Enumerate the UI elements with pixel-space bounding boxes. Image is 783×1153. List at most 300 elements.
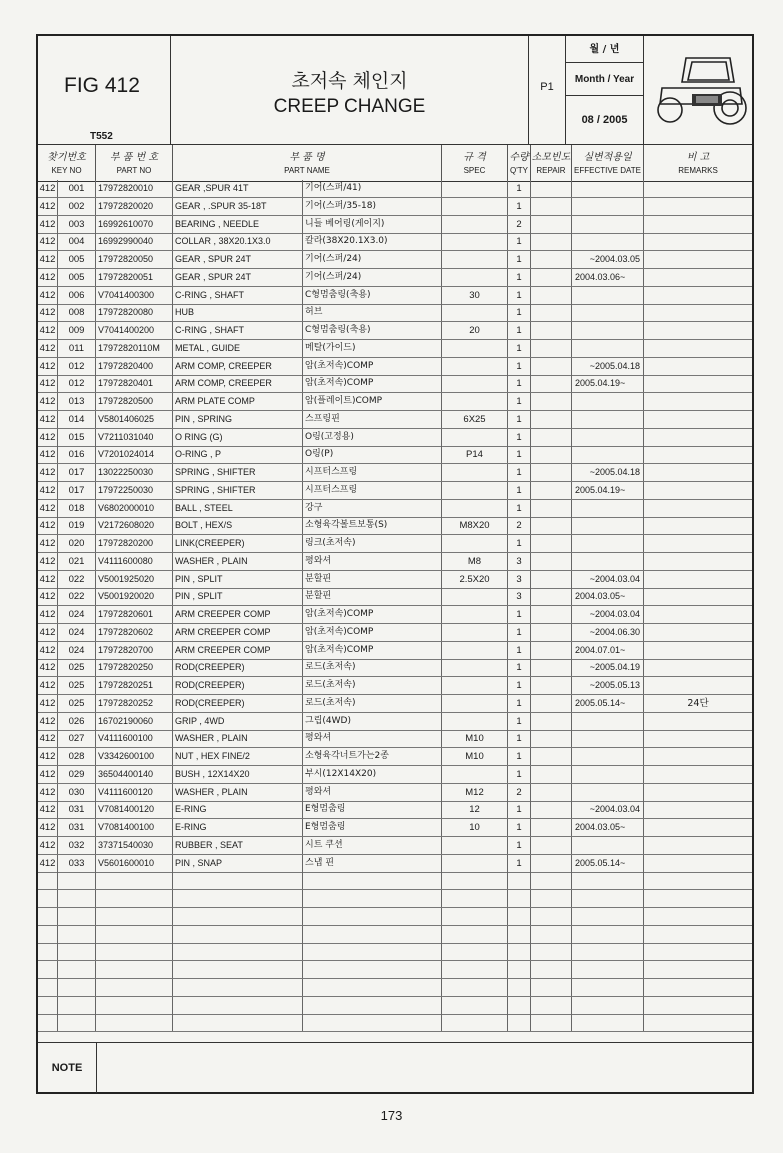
quantity-cell: 1 [508, 677, 531, 694]
repair-cell [531, 837, 572, 854]
part-number-cell: 17972820401 [96, 375, 173, 392]
blank-row [38, 979, 752, 997]
effective-date-cell: 2004.07.01~ [572, 642, 644, 659]
quantity-cell: 1 [508, 269, 531, 286]
part-name-english-cell [173, 926, 303, 943]
column-header [38, 144, 752, 182]
remarks-cell [644, 606, 752, 623]
table-row [38, 340, 752, 358]
remarks-cell [644, 784, 752, 801]
effective-date-cell [572, 180, 644, 197]
part-name-english-cell: ARM COMP, CREEPER [173, 358, 303, 375]
col-remarks [644, 145, 752, 181]
effective-date-cell: ~2004.03.04 [572, 571, 644, 588]
quantity-cell: 1 [508, 713, 531, 730]
part-name-english-cell: O-RING , P [173, 446, 303, 463]
remarks-cell [644, 287, 752, 304]
part-number-cell: 17972820080 [96, 304, 173, 321]
key-prefix-cell: 412 [38, 464, 58, 481]
repair-cell [531, 216, 572, 233]
part-number-cell: 17972820050 [96, 251, 173, 268]
part-name-korean-cell [303, 908, 442, 925]
part-name-korean-cell: 암(초저속)COMP [303, 606, 442, 623]
key-prefix-cell: 412 [38, 553, 58, 570]
remarks-cell [644, 411, 752, 428]
blank-row [38, 926, 752, 944]
part-number-cell [96, 872, 173, 889]
part-name-korean-cell: 링크(초저속) [303, 535, 442, 552]
col-effective-en: EFFECTIVE DATE [574, 166, 641, 175]
part-name-korean-cell: 니들 베어링(게이지) [303, 216, 442, 233]
part-name-english-cell: O RING (G) [173, 429, 303, 446]
quantity-cell: 1 [508, 801, 531, 818]
key-prefix-cell [38, 943, 58, 960]
spec-cell: M10 [442, 730, 508, 747]
quantity-cell: 2 [508, 517, 531, 534]
effective-date-cell [572, 553, 644, 570]
spec-cell: P14 [442, 446, 508, 463]
part-number-cell: 37371540030 [96, 837, 173, 854]
remarks-cell [644, 801, 752, 818]
col-key [38, 145, 96, 181]
repair-cell [531, 588, 572, 605]
part-name-korean-cell: 그립(4WD) [303, 713, 442, 730]
part-number-cell: 17972820400 [96, 358, 173, 375]
part-number-cell: 16992990040 [96, 233, 173, 250]
quantity-cell: 1 [508, 606, 531, 623]
remarks-cell [644, 837, 752, 854]
key-number-cell: 013 [58, 393, 96, 410]
quantity-cell [508, 872, 531, 889]
spec-cell: M10 [442, 748, 508, 765]
repair-cell [531, 180, 572, 197]
key-prefix-cell: 412 [38, 713, 58, 730]
repair-cell [531, 233, 572, 250]
key-number-cell: 017 [58, 464, 96, 481]
table-row [38, 713, 752, 731]
spec-cell [442, 677, 508, 694]
quantity-cell [508, 961, 531, 978]
key-number-cell: 027 [58, 730, 96, 747]
remarks-cell [644, 872, 752, 889]
part-name-english-cell: METAL , GUIDE [173, 340, 303, 357]
repair-cell [531, 908, 572, 925]
part-name-korean-cell: 로드(초저속) [303, 659, 442, 676]
col-qty [508, 145, 531, 181]
repair-cell [531, 269, 572, 286]
part-name-korean-cell: 소형육각너트가는2종 [303, 748, 442, 765]
tractor-icon [652, 48, 748, 132]
part-name-english-cell: COLLAR , 38X20.1X3.0 [173, 233, 303, 250]
key-prefix-cell: 412 [38, 642, 58, 659]
part-number-cell: 17972820200 [96, 535, 173, 552]
part-name-english-cell: C-RING , SHAFT [173, 322, 303, 339]
repair-cell [531, 198, 572, 215]
part-name-korean-cell: 평와셔 [303, 784, 442, 801]
repair-cell [531, 287, 572, 304]
table-row [38, 180, 752, 198]
repair-cell [531, 713, 572, 730]
quantity-cell: 3 [508, 588, 531, 605]
repair-cell [531, 997, 572, 1014]
effective-date-cell [572, 216, 644, 233]
part-name-english-cell: SPRING , SHIFTER [173, 482, 303, 499]
key-prefix-cell: 412 [38, 766, 58, 783]
remarks-cell [644, 571, 752, 588]
key-number-cell: 015 [58, 429, 96, 446]
part-number-cell: V7081400100 [96, 819, 173, 836]
repair-cell [531, 766, 572, 783]
spec-cell [442, 216, 508, 233]
title-english: CREEP CHANGE [273, 96, 426, 117]
table-row [38, 837, 752, 855]
part-name-korean-cell: C형멈춤링(축용) [303, 322, 442, 339]
table-row [38, 642, 752, 660]
effective-date-cell [572, 233, 644, 250]
col-part [96, 145, 173, 181]
effective-date-cell [572, 748, 644, 765]
key-prefix-cell: 412 [38, 748, 58, 765]
part-name-korean-cell: C형멈춤링(축용) [303, 287, 442, 304]
remarks-cell [644, 375, 752, 392]
key-number-cell: 025 [58, 695, 96, 712]
effective-date-cell [572, 713, 644, 730]
table-row [38, 819, 752, 837]
blank-row [38, 1014, 752, 1032]
part-name-english-cell: ARM CREEPER COMP [173, 642, 303, 659]
key-prefix-cell: 412 [38, 269, 58, 286]
remarks-cell [644, 943, 752, 960]
remarks-cell [644, 926, 752, 943]
spec-cell [442, 588, 508, 605]
part-name-korean-cell: 강구 [303, 500, 442, 517]
remarks-cell [644, 819, 752, 836]
key-prefix-cell: 412 [38, 624, 58, 641]
remarks-cell [644, 997, 752, 1014]
effective-date-cell: 2005.04.19~ [572, 482, 644, 499]
repair-cell [531, 606, 572, 623]
repair-cell [531, 411, 572, 428]
part-number-cell [96, 943, 173, 960]
table-row [38, 482, 752, 500]
effective-date-cell [572, 429, 644, 446]
key-number-cell [58, 890, 96, 907]
key-number-cell: 028 [58, 748, 96, 765]
key-prefix-cell: 412 [38, 287, 58, 304]
remarks-cell [644, 890, 752, 907]
key-number-cell: 005 [58, 251, 96, 268]
part-name-english-cell: PIN , SPRING [173, 411, 303, 428]
col-effective-ko: 실변적용일 [583, 152, 632, 163]
col-spec-ko: 규 격 [463, 152, 486, 163]
part-number-cell [96, 961, 173, 978]
part-name-korean-cell: 허브 [303, 304, 442, 321]
part-number-cell: 13022250030 [96, 464, 173, 481]
spec-cell [442, 535, 508, 552]
effective-date-cell [572, 340, 644, 357]
table-row [38, 606, 752, 624]
key-number-cell: 030 [58, 784, 96, 801]
spec-cell [442, 713, 508, 730]
effective-date-cell [572, 304, 644, 321]
remarks-cell [644, 233, 752, 250]
repair-cell [531, 429, 572, 446]
table-row [38, 695, 752, 713]
repair-cell [531, 961, 572, 978]
part-name-english-cell: ARM COMP, CREEPER [173, 375, 303, 392]
part-name-english-cell: GEAR , SPUR 24T [173, 269, 303, 286]
remarks-cell [644, 198, 752, 215]
quantity-cell: 1 [508, 659, 531, 676]
table-row [38, 304, 752, 322]
key-prefix-cell: 412 [38, 819, 58, 836]
part-name-english-cell: PIN , SNAP [173, 855, 303, 872]
effective-date-cell [572, 997, 644, 1014]
quantity-cell: 1 [508, 304, 531, 321]
effective-date-cell [572, 500, 644, 517]
key-number-cell: 021 [58, 553, 96, 570]
part-name-english-cell: WASHER , PLAIN [173, 784, 303, 801]
quantity-cell: 1 [508, 766, 531, 783]
effective-date-cell: 2005.04.19~ [572, 375, 644, 392]
table-row [38, 553, 752, 571]
part-number-cell: V6802000010 [96, 500, 173, 517]
repair-cell [531, 304, 572, 321]
spec-cell: 20 [442, 322, 508, 339]
table-row [38, 322, 752, 340]
spec-cell [442, 979, 508, 996]
part-name-english-cell: ARM PLATE COMP [173, 393, 303, 410]
key-prefix-cell: 412 [38, 837, 58, 854]
spec-cell [442, 872, 508, 889]
key-number-cell [58, 943, 96, 960]
quantity-cell: 1 [508, 695, 531, 712]
spec-cell [442, 695, 508, 712]
part-name-korean-cell: 시프터스프링 [303, 464, 442, 481]
col-key-ko: 찾기번호 [47, 152, 86, 163]
part-name-english-cell: ROD(CREEPER) [173, 659, 303, 676]
part-name-english-cell: LINK(CREEPER) [173, 535, 303, 552]
remarks-cell [644, 961, 752, 978]
repair-cell [531, 553, 572, 570]
key-number-cell: 016 [58, 446, 96, 463]
effective-date-cell [572, 837, 644, 854]
part-number-cell: 17972820500 [96, 393, 173, 410]
col-repair-en: REPAIR [536, 166, 566, 175]
key-prefix-cell: 412 [38, 535, 58, 552]
col-key-en: KEY NO [51, 166, 82, 175]
spec-cell [442, 997, 508, 1014]
blank-row [38, 961, 752, 979]
quantity-cell: 1 [508, 251, 531, 268]
part-name-english-cell: E-RING [173, 819, 303, 836]
remarks-cell [644, 251, 752, 268]
part-name-english-cell [173, 1014, 303, 1031]
part-name-korean-cell: 암(초저속)COMP [303, 642, 442, 659]
repair-cell [531, 730, 572, 747]
part-name-korean-cell [303, 943, 442, 960]
key-number-cell: 008 [58, 304, 96, 321]
key-prefix-cell: 412 [38, 233, 58, 250]
key-prefix-cell: 412 [38, 695, 58, 712]
col-effective [572, 145, 644, 181]
spec-cell [442, 180, 508, 197]
repair-cell [531, 500, 572, 517]
part-name-english-cell: ROD(CREEPER) [173, 677, 303, 694]
key-prefix-cell [38, 979, 58, 996]
part-number-cell: 17972820700 [96, 642, 173, 659]
page-block [529, 36, 566, 144]
blank-row [38, 890, 752, 908]
remarks-cell [644, 659, 752, 676]
table-row [38, 429, 752, 447]
key-number-cell [58, 908, 96, 925]
key-prefix-cell: 412 [38, 393, 58, 410]
remarks-cell [644, 446, 752, 463]
key-number-cell: 004 [58, 233, 96, 250]
quantity-cell: 2 [508, 216, 531, 233]
table-row [38, 588, 752, 606]
spec-cell [442, 890, 508, 907]
col-spec-en: SPEC [463, 166, 486, 175]
spec-cell: 30 [442, 287, 508, 304]
key-number-cell [58, 926, 96, 943]
part-name-english-cell: GEAR , SPUR 24T [173, 251, 303, 268]
spec-cell [442, 659, 508, 676]
effective-date-cell [572, 287, 644, 304]
effective-date-cell [572, 730, 644, 747]
repair-cell [531, 482, 572, 499]
spec-cell [442, 837, 508, 854]
col-qty-en: Q'TY [510, 166, 528, 175]
table-row [38, 784, 752, 802]
part-name-english-cell [173, 961, 303, 978]
remarks-cell [644, 393, 752, 410]
quantity-cell: 1 [508, 429, 531, 446]
quantity-cell: 1 [508, 375, 531, 392]
effective-date-cell: ~2004.03.04 [572, 801, 644, 818]
table-row [38, 659, 752, 677]
repair-cell [531, 375, 572, 392]
table-row [38, 358, 752, 376]
key-number-cell: 020 [58, 535, 96, 552]
quantity-cell: 1 [508, 535, 531, 552]
part-name-english-cell: BALL , STEEL [173, 500, 303, 517]
effective-date-cell: ~2005.05.13 [572, 677, 644, 694]
part-number-cell: V5001920020 [96, 588, 173, 605]
quantity-cell [508, 943, 531, 960]
key-number-cell: 026 [58, 713, 96, 730]
part-name-korean-cell: 기어(스퍼/24) [303, 269, 442, 286]
parts-sheet [36, 34, 754, 1094]
repair-cell [531, 1014, 572, 1031]
part-name-english-cell: NUT , HEX FINE/2 [173, 748, 303, 765]
key-prefix-cell [38, 997, 58, 1014]
effective-date-cell [572, 784, 644, 801]
effective-date-cell: 2004.03.05~ [572, 588, 644, 605]
col-qty-ko: 수량 [509, 152, 529, 163]
repair-cell [531, 748, 572, 765]
quantity-cell: 2 [508, 784, 531, 801]
quantity-cell [508, 908, 531, 925]
part-number-cell [96, 979, 173, 996]
quantity-cell: 1 [508, 624, 531, 641]
model-code: T552 [90, 131, 113, 142]
effective-date-cell [572, 872, 644, 889]
part-name-english-cell: BEARING , NEEDLE [173, 216, 303, 233]
table-row [38, 216, 752, 234]
key-number-cell: 012 [58, 375, 96, 392]
spec-cell [442, 642, 508, 659]
part-name-korean-cell [303, 926, 442, 943]
quantity-cell: 1 [508, 837, 531, 854]
key-prefix-cell: 412 [38, 358, 58, 375]
spec-cell [442, 429, 508, 446]
key-number-cell [58, 979, 96, 996]
remarks-cell [644, 500, 752, 517]
key-number-cell: 006 [58, 287, 96, 304]
quantity-cell: 1 [508, 500, 531, 517]
part-name-english-cell: E-RING [173, 801, 303, 818]
effective-date-cell [572, 1014, 644, 1031]
table-row [38, 730, 752, 748]
part-name-english-cell [173, 872, 303, 889]
key-prefix-cell: 412 [38, 730, 58, 747]
part-name-korean-cell: 기어(스퍼/35-18) [303, 198, 442, 215]
effective-date-cell: 2005.05.14~ [572, 855, 644, 872]
quantity-cell: 1 [508, 198, 531, 215]
title-block [171, 36, 529, 144]
key-prefix-cell: 412 [38, 855, 58, 872]
repair-cell [531, 695, 572, 712]
part-name-english-cell: HUB [173, 304, 303, 321]
table-row [38, 251, 752, 269]
remarks-cell [644, 677, 752, 694]
part-number-cell [96, 890, 173, 907]
part-name-english-cell: SPRING , SHIFTER [173, 464, 303, 481]
table-row [38, 375, 752, 393]
key-number-cell: 029 [58, 766, 96, 783]
effective-date-cell [572, 943, 644, 960]
spec-cell [442, 464, 508, 481]
effective-date-cell: ~2005.04.18 [572, 358, 644, 375]
spec-cell [442, 340, 508, 357]
table-row [38, 535, 752, 553]
part-name-english-cell [173, 908, 303, 925]
effective-date-cell: ~2004.03.05 [572, 251, 644, 268]
spec-cell: 10 [442, 819, 508, 836]
spec-cell [442, 961, 508, 978]
part-number-cell [96, 1014, 173, 1031]
repair-cell [531, 872, 572, 889]
part-name-korean-cell: 시트 쿠션 [303, 837, 442, 854]
quantity-cell [508, 979, 531, 996]
part-name-korean-cell: 스냅 핀 [303, 855, 442, 872]
part-name-korean-cell: 칼라(38X20.1X3.0) [303, 233, 442, 250]
key-number-cell: 025 [58, 677, 96, 694]
effective-date-cell [572, 961, 644, 978]
key-number-cell: 002 [58, 198, 96, 215]
key-number-cell [58, 997, 96, 1014]
part-name-english-cell [173, 997, 303, 1014]
quantity-cell: 1 [508, 642, 531, 659]
part-name-korean-cell: O링(P) [303, 446, 442, 463]
quantity-cell: 3 [508, 571, 531, 588]
title-korean: 초저속 체인지 [291, 70, 408, 92]
repair-cell [531, 393, 572, 410]
blank-row [38, 997, 752, 1015]
table-row [38, 677, 752, 695]
